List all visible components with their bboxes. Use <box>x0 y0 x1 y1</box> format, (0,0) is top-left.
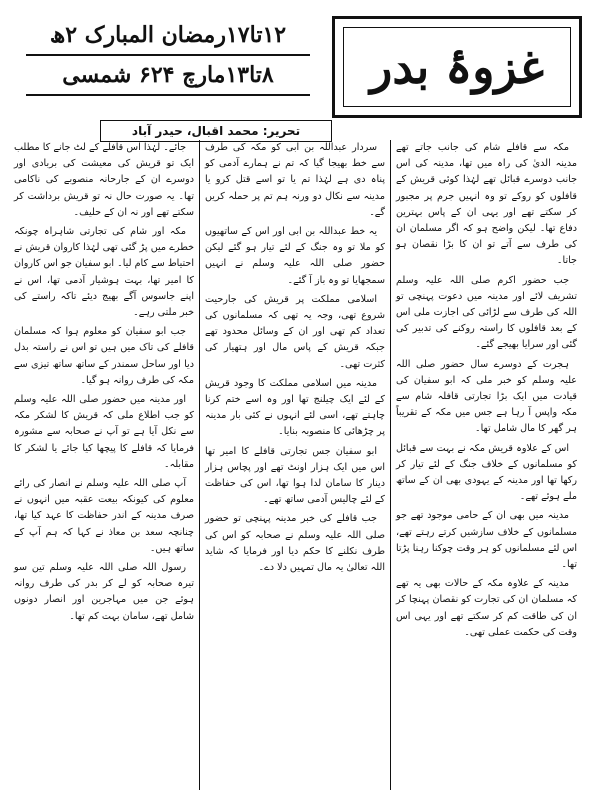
column-middle <box>200 140 391 790</box>
article-body <box>8 140 582 790</box>
paragraph: رسول اللہ صلی اللہ علیہ وسلم تین سو تیرہ صحابہ کو لے کر بدر کی طرف روانہ ہوئے جن میں مہاجرین اور انصار دونوں شامل تھے، سامان بہت کم تھا۔ <box>14 562 194 622</box>
divider <box>26 94 310 96</box>
paragraph: سردار عبداللہ بن ابی کو مکہ کی طرف سے خط بھیجا گیا کہ تم نے ہمارے آدمی کو پناہ دی ہے لہٰذا تم یا تو اسے قتل کرو یا مدینہ سے نکال دو ورنہ ہم تم پر حملہ کریں گے۔ <box>205 142 385 218</box>
paragraph: ہجرت کے دوسرے سال حضور صلی اللہ علیہ وسلم کو خبر ملی کہ ابو سفیان کی قیادت میں ایک بڑا تجارتی قافلہ شام سے مکہ واپس آ رہا ہے جس میں مکہ کے تقریباً ہر گھر کا مال شامل تھا۔ <box>396 358 577 435</box>
byline: تحریر: محمد اقبال، حیدر آباد <box>100 120 332 142</box>
paragraph: جب قافلے کی خبر مدینہ پہنچی تو حضور صلی اللہ علیہ وسلم نے صحابہ کو اس کی طرف نکلنے کا حکم دیا اور فرمایا کہ شاید اللہ تعالیٰ یہ مال تمہیں دلا دے۔ <box>205 513 385 574</box>
paragraph: آپ صلی اللہ علیہ وسلم نے انصار کی رائے معلوم کی کیونکہ بیعت عقبہ میں انہوں نے صرف مدینہ کے اندر حفاظت کا عہد کیا تھا، چنانچہ سعد بن معاذ نے کہا کہ ہم آپ کے ساتھ ہیں۔ <box>14 478 194 554</box>
date-hijri: ۱۲تا۱۷رمضان المبارک ۲ھ <box>49 22 287 48</box>
divider <box>26 54 310 56</box>
paragraph: اس کے علاوہ قریش مکہ نے بہت سے قبائل کو مسلمانوں کے خلاف جنگ کے لئے تیار کر رکھا تھا اور مدینہ کے یہودی بھی ان کے ساتھ ملے ہوئے تھے۔ <box>396 442 577 503</box>
paragraph: جب ابو سفیان کو معلوم ہوا کہ مسلمان قافلے کی تاک میں ہیں تو اس نے راستہ بدل دیا اور ساحل سمندر کے ساتھ ساتھ تیزی سے مکہ کی طرف روانہ ہو گیا۔ <box>14 326 194 386</box>
paragraph: یہ خط عبداللہ بن ابی اور اس کے ساتھیوں کو ملا تو وہ جنگ کے لئے تیار ہو گئے لیکن حضور صلی اللہ علیہ وسلم نے انہیں سمجھایا تو وہ باز آ گئے۔ <box>205 226 385 286</box>
paragraph: مکہ سے قافلے شام کی جانب جاتے تھے مدینہ الدیٰ کی راہ میں تھا، مدینہ کی اس جانب دوسرے قبائل تھے لہٰذا کوئی قریش کے قافلوں کو روکے تو وہ انہیں جرم پر مجبور کر سکتے تھے اور یہی ان کے پاس بہترین دفاع تھا۔ لیکن واضح ہو کہ اگر مسلمان ان کی طرف سے آتے تو ان کا بڑا نقصان ہو جاتا۔ <box>396 142 577 267</box>
date-gregorian: ۸تا۱۳مارچ ۶۲۴ شمسی <box>62 62 274 88</box>
paragraph: جب حضور اکرم صلی اللہ علیہ وسلم تشریف لائے اور مدینہ میں دعوت پہنچی تو اللہ کی طرف سے لڑائی کی اجازت ملی اس کے بعد قافلوں کا راستہ روکنے کی تدبیر کی گئی اور سرایا بھیجے گئے۔ <box>396 274 577 351</box>
paragraph: ابو سفیان جس تجارتی قافلے کا امیر تھا اس میں ایک ہزار اونٹ تھے اور پچاس ہزار دینار کا سامان لدا ہوا تھا، اس کی حفاظت کے لئے چالیس آدمی ساتھ تھے۔ <box>205 445 385 506</box>
column-left <box>9 140 200 790</box>
date-block <box>18 18 318 98</box>
column-right <box>391 140 582 790</box>
paragraph: مدینہ کے علاوہ مکہ کے حالات بھی یہ تھے کہ مسلمان ان کی تجارت کو نقصان پہنچا کر ان کی طاقت کم کر سکتے تھے اور یہی اس وقت کی حکمت عملی تھی۔ <box>396 578 577 638</box>
article-title: غزوۂ بدر <box>343 27 571 107</box>
paragraph: مکہ اور شام کی تجارتی شاہراہ چونکہ خطرے میں پڑ گئی تھی لہٰذا کاروان قریش نے احتیاط سے کام لیا۔ ابو سفیان جو اس کاروان کا امیر تھا، بہت ہوشیار آدمی تھا، اس نے اپنے جاسوس آگے بھیج دیئے تاکہ راستے کی خبر ملتی رہے۔ <box>14 226 194 319</box>
title-box <box>332 16 582 118</box>
paragraph: اسلامی مملکت پر قریش کی جارحیت شروع تھی، وجہ یہ تھی کہ مسلمانوں کی تعداد کم تھی اور ان کے وسائل محدود تھے جبکہ قریش کے پاس مال اور ہتھیار کی کثرت تھی۔ <box>205 293 385 370</box>
paragraph: مدینہ میں بھی ان کے حامی موجود تھے جو مسلمانوں کے خلاف سازشیں کرتے رہتے تھے، اس لئے مسلمانوں کو ہر وقت چوکنا رہنا پڑتا تھا۔ <box>396 510 577 571</box>
paragraph: مدینہ میں اسلامی مملکت کا وجود قریش کے لئے ایک چیلنج تھا اور وہ اسے ختم کرنا چاہتے تھے، اسی لئے انہوں نے کئی بار مدینہ پر چڑھائی کا منصوبہ بنایا۔ <box>205 377 385 438</box>
article-header <box>0 8 590 138</box>
paragraph: اور مدینہ میں حضور صلی اللہ علیہ وسلم کو جب اطلاع ملی کہ قریش کا لشکر مکہ سے نکل آیا ہے تو آپ نے صحابہ سے مشورہ فرمایا کہ قافلے کا پیچھا کیا جائے یا لشکر کا مقابلہ۔ <box>14 394 194 470</box>
paragraph: جائے۔ لہٰذا اس قافلے کے لٹ جانے کا مطلب ایک تو قریش کی معیشت کی بربادی اور دوسرے ان کے جارحانہ منصوبے کی ناکامی تھا۔ یہ صورت حال نہ تو قریش برداشت کر سکتے تھے اور نہ ان کے حلیف۔ <box>14 142 194 218</box>
